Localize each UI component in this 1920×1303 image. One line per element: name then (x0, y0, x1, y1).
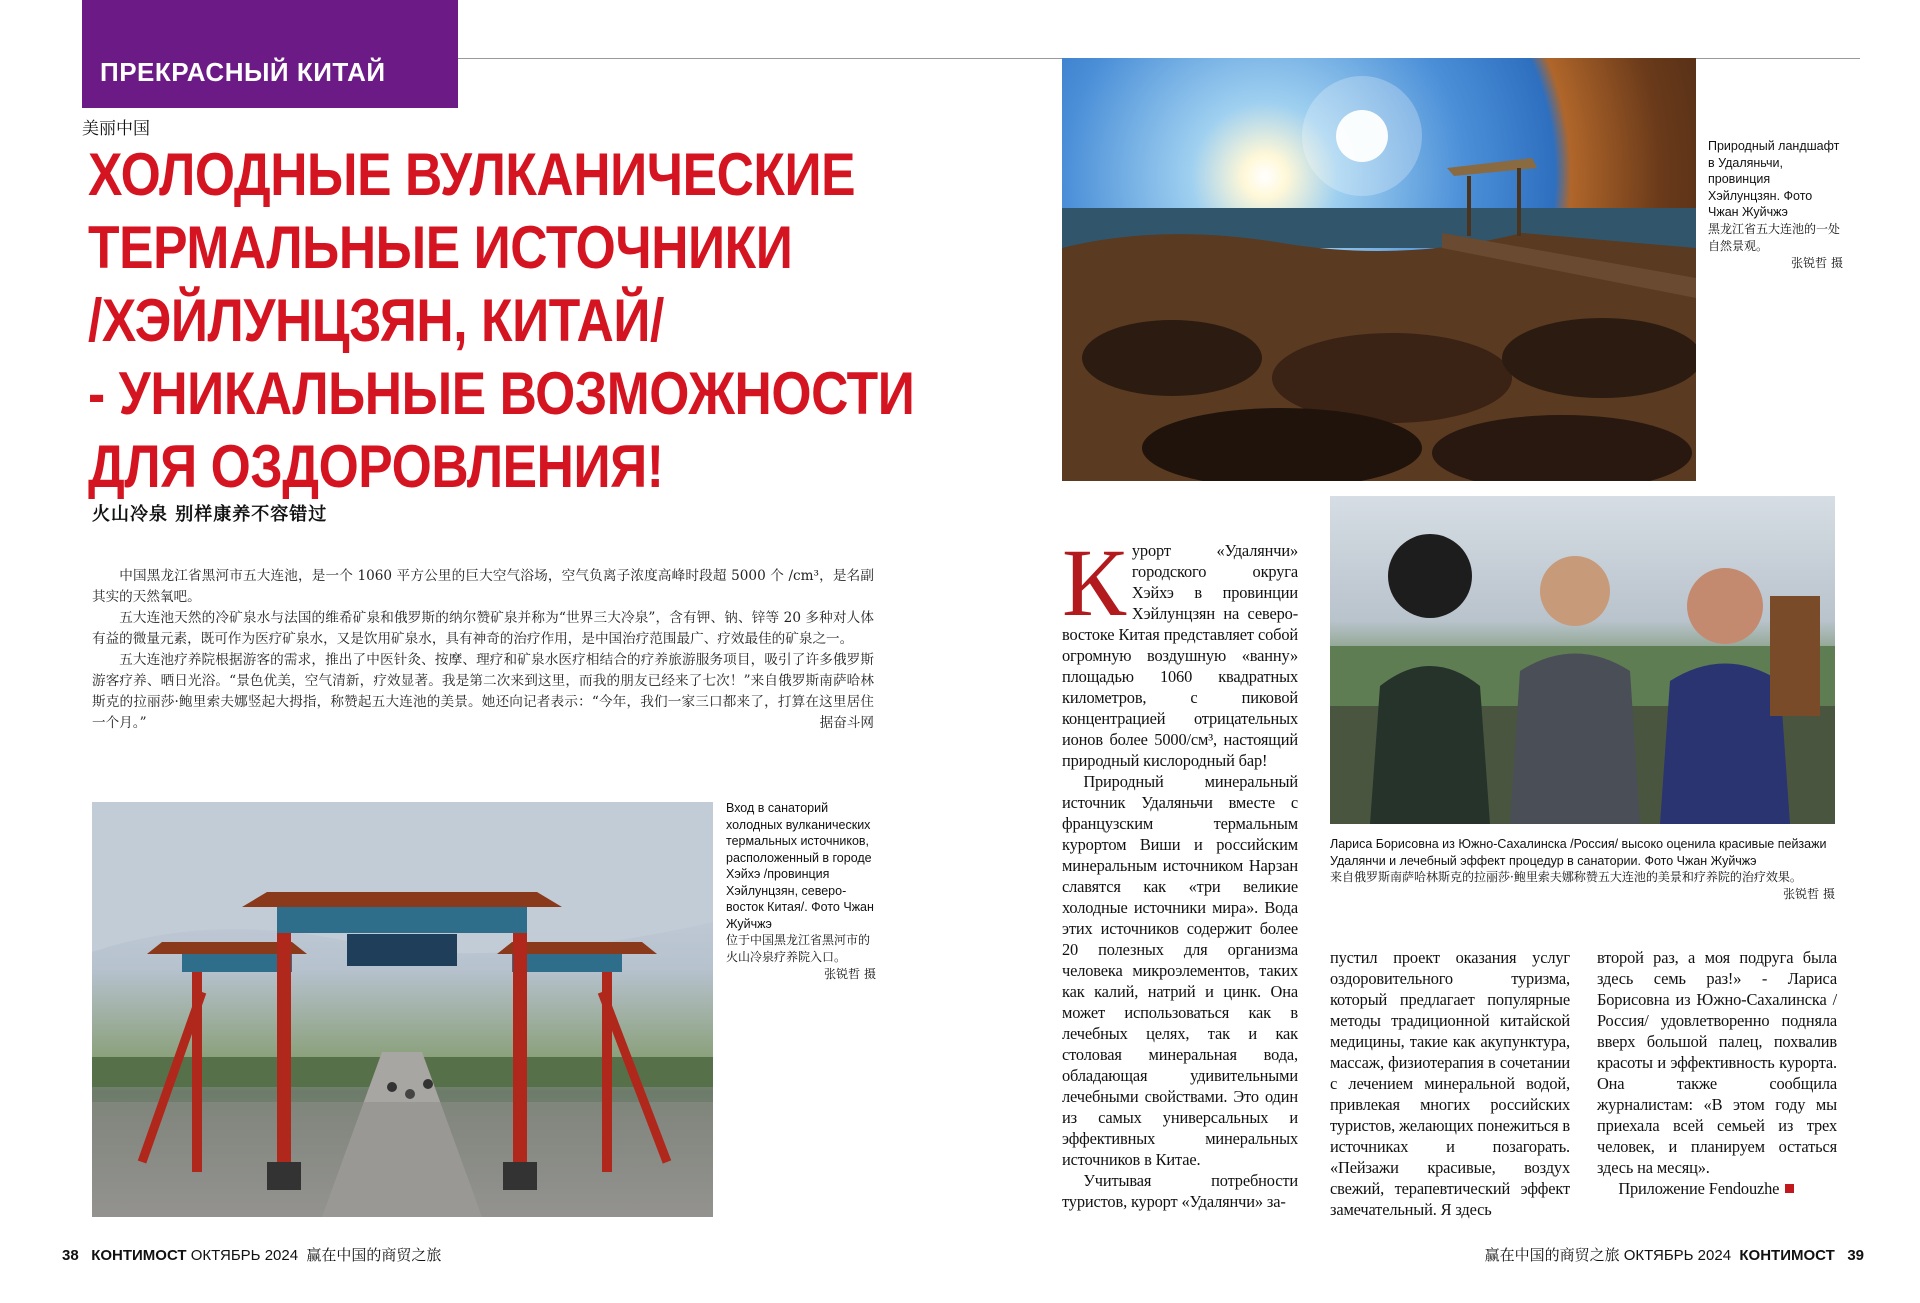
cn-paragraph: 五大连池天然的冷矿泉水与法国的维希矿泉和俄罗斯的纳尔赞矿泉并称为“世界三大冷泉”，含有钾、钠、锌等 20 多种对人体有益的微量元素，既可作为医疗矿泉水，又是饮用矿泉水，具有神奇的治疗作用，是中国治疗范围最广、疗效最佳的矿泉之一。 (92, 610, 874, 647)
people-caption-cn: 来自俄罗斯南萨哈林斯克的拉丽莎·鲍里索夫娜称赞五大连池的美景和疗养院的治疗效果。 (1330, 870, 1802, 884)
footer-left (62, 1244, 441, 1265)
brand-right: КОНТИМОСТ (1739, 1247, 1835, 1264)
section-rubric-banner (82, 0, 458, 108)
article-column-2 (1330, 947, 1570, 1220)
brand-left: КОНТИМОСТ (91, 1247, 187, 1264)
page-number-right: 39 (1847, 1247, 1864, 1264)
landscape-illustration (1062, 58, 1696, 481)
gate-caption-cn: 位于中国黑龙江省黑河市的火山冷泉疗养院入口。 (726, 933, 871, 964)
section-rubric-cn: 美丽中国 (82, 119, 150, 139)
headline-line: ХОЛОДНЫЕ ВУЛКАНИЧЕСКИЕ (88, 141, 856, 208)
article-paragraph: Природный минеральный источник Удаляньчи вместе с французским термальным курортом Виши и российским минеральным источником Нарзан славятся как «три великие холодные источники мира». Вода этих источников содержит более 20 полезных для организма человека микроэлементов, таких как калий, натрий и цинк. Она может использоваться как в лечебных целях, так и как столовая минеральная вода, обладающая удивительными лечебными свойствами. Это один из самых универсальных и эффективных минеральных источников в Китае. (1062, 772, 1298, 1169)
photo-tourists-interview (1330, 496, 1835, 824)
cn-source-credit: 据奋斗网 (819, 715, 874, 731)
landscape-photo-credit: 张锐哲 摄 (1791, 255, 1843, 270)
footer-right (1485, 1244, 1864, 1265)
drop-cap: К (1062, 529, 1126, 636)
gate-illustration (92, 802, 713, 1217)
people-illustration (1330, 496, 1835, 824)
signoff-text: Приложение Fendouzhe (1618, 1179, 1780, 1198)
landscape-caption-cn: 黑龙江省五大连池的一处自然景观。 (1708, 221, 1841, 253)
photo-volcanic-landscape (1062, 58, 1696, 481)
people-photo-credit: 张锐哲 摄 (1783, 887, 1835, 901)
slogan-right: 赢在中国的商贸之旅 (1484, 1246, 1620, 1264)
cn-paragraph: 中国黑龙江省黑河市五大连池，是一个 1060 平方公里的巨大空气浴场，空气负离子浓度高峰时段超 5000 个 /cm³，是名副其实的天然氧吧。 (92, 568, 874, 605)
issue-left: ОКТЯБРЬ 2024 (190, 1247, 299, 1264)
paragraph-text: урорт «Удалянчи» городского округа Хэйхэ в провинции Хэйлунцзян на северо-востоке Китая представляет собой огромную воздушную «ванну» площадью 1060 квадратных километров, с пиковой концентрацией отрицательных ионов более 5000/см³, настоящий природный кислородный бар! (1062, 541, 1298, 770)
issue-right: ОКТЯБРЬ 2024 (1623, 1247, 1732, 1264)
article-paragraph: пустил проект оказания услуг оздоровительного туризма, который предлагает популярные методы традиционной китайской медицины, такие как акупунктура, массаж, физиотерапия в сочетании с лечением минеральной водой, привлекая многих российских туристов, желающих понежиться в источниках и позагорать. «Пейзажи красивые, воздух свежий, терапевтический эффект замечательный. Я здесь (1330, 948, 1570, 1219)
photo-sanatorium-gate (92, 802, 713, 1217)
article-headline (88, 138, 915, 503)
page-number-left: 38 (62, 1247, 79, 1264)
article-paragraph: Учитывая потребности туристов, курорт «Удалянчи» за- (1062, 1171, 1298, 1211)
cn-paragraph-text: 五大连池疗养院根据游客的需求，推出了中医针灸、按摩、理疗和矿泉水医疗相结合的疗养旅游服务项目，吸引了许多俄罗斯游客疗养、晒日光浴。“景色优美，空气清新，疗效显著。我是第二次来到这里，而我的朋友已经来了七次！”来自俄罗斯南萨哈林斯克的拉丽莎·鲍里索夫娜竖起大拇指，称赞起五大连池的美景。她还向记者表示：“今年，我们一家三口都来了，打算在这里居住一个月。” (92, 652, 874, 731)
slogan-left: 赢在中国的商贸之旅 (306, 1246, 442, 1264)
section-rubric-label: ПРЕКРАСНЫЙ КИТАЙ (100, 57, 386, 87)
cn-paragraph (92, 650, 874, 734)
gate-caption-ru: Вход в санаторий холодных вулканических термальных источников, расположенный в городе Хэйхэ /провинция Хэйлунцзян, северо-восток Китая/. Фото Чжан Жуйчжэ (726, 801, 874, 931)
headline-line: /ХЭЙЛУНЦЗЯН, КИТАЙ/ (88, 287, 664, 354)
gate-caption-block (726, 800, 876, 983)
headline-line: - УНИКАЛЬНЫЕ ВОЗМОЖНОСТИ (88, 360, 915, 427)
landscape-caption-ru: Природный ландшафт в Удаляньчи, провинция Хэйлунцзян. Фото Чжан Жуйчжэ (1708, 139, 1840, 219)
chinese-summary (92, 566, 874, 734)
headline-line: ТЕРМАЛЬНЫЕ ИСТОЧНИКИ (88, 214, 793, 281)
article-column-3 (1597, 947, 1837, 1199)
landscape-caption-block (1708, 138, 1843, 272)
gate-photo-credit: 张锐哲 摄 (824, 967, 876, 981)
people-caption-ru: Лариса Борисовна из Южно-Сахалинска /Россия/ высоко оценила красивые пейзажи Удалянчи и лечебный эффект процедур в санатории. Фото Чжан Жуйчжэ (1330, 837, 1827, 868)
headline-line: ДЛЯ ОЗДОРОВЛЕНИЯ! (88, 433, 664, 500)
article-paragraph: второй раз, а моя подруга была здесь семь раз!» - Лариса Борисовна из Южно-Сахалинска / Россия/ удовлетворенно подняла вверх большой палец, похвалив красоты и эффективность курорта. Она также сообщила журналистам: «В этом году мы приехала всей семьей из трех человек, и планируем остаться здесь на месяц». (1597, 948, 1837, 1177)
article-signoff (1597, 1178, 1837, 1199)
article-column-1 (1062, 529, 1298, 1212)
people-caption-block (1330, 836, 1835, 903)
subheadline-cn: 火山冷泉 别样康养不容错过 (92, 504, 328, 525)
article-paragraph (1062, 529, 1298, 771)
end-mark-icon (1785, 1184, 1794, 1193)
